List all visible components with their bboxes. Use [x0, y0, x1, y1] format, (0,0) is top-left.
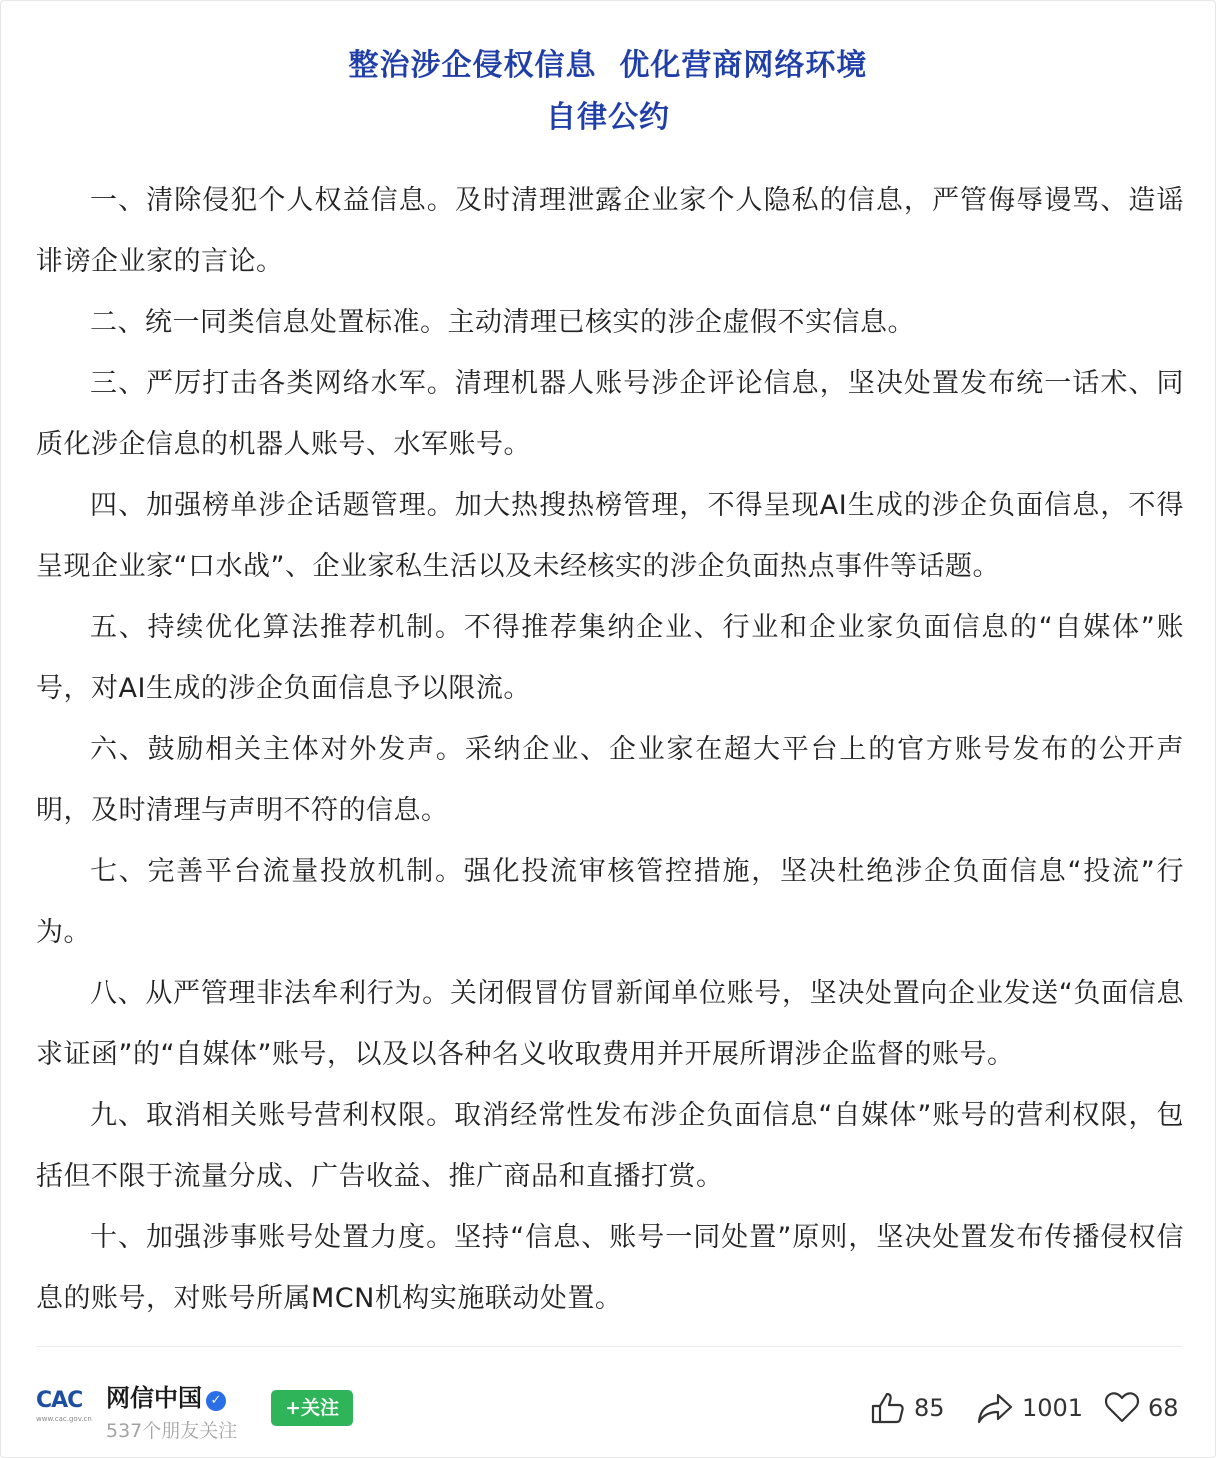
paragraph-10: 十、加强涉事账号处置力度。坚持“信息、账号一同处置”原则，坚决处置发布传播侵权信息的账号，对账号所属MCN机构实施联动处置。: [36, 1222, 1184, 1314]
logo-text: CAC: [36, 1388, 83, 1413]
followers-count: 537个朋友关注: [106, 1420, 238, 1442]
paragraph-1: 一、清除侵犯个人权益信息。及时清理泄露企业家个人隐私的信息，严管侮辱谩骂、造谣诽谤企业家的言论。: [36, 185, 1184, 277]
paragraph-7: 七、完善平台流量投放机制。强化投流审核管控措施，坚决杜绝涉企负面信息“投流”行为。: [36, 856, 1184, 948]
share-button[interactable]: [976, 1390, 1083, 1426]
article-title: [0, 40, 1216, 144]
paragraph-2: 二、统一同类信息处置标准。主动清理已核实的涉企虚假不实信息。: [90, 307, 915, 338]
like-count: 85: [914, 1394, 945, 1422]
account-name-text: 网信中国: [106, 1384, 202, 1412]
footer-divider: [36, 1346, 1182, 1347]
favorite-count: 68: [1148, 1394, 1179, 1422]
share-icon: [976, 1391, 1014, 1425]
verified-badge-icon: ✓: [206, 1391, 226, 1411]
paragraph-4: 四、加强榜单涉企话题管理。加大热搜热榜管理，不得呈现AI生成的涉企负面信息，不得呈现企业家“口水战”、企业家私生活以及未经核实的涉企负面热点事件等话题。: [36, 490, 1184, 582]
paragraph-3: 三、严厉打击各类网络水军。清理机器人账号涉企评论信息，坚决处置发布统一话术、同质化涉企信息的机器人账号、水军账号。: [36, 368, 1184, 460]
share-count: 1001: [1022, 1394, 1084, 1422]
paragraph-8: 八、从严管理非法牟利行为。关闭假冒仿冒新闻单位账号，坚决处置向企业发送“负面信息求证函”的“自媒体”账号，以及以各种名义收取费用并开展所谓涉企监督的账号。: [36, 978, 1184, 1070]
title-line-2: 自律公约: [546, 100, 670, 135]
paragraph-9: 九、取消相关账号营利权限。取消经常性发布涉企负面信息“自媒体”账号的营利权限，包括但不限于流量分成、广告收益、推广商品和直播打赏。: [36, 1100, 1184, 1192]
thumbs-up-icon: [870, 1391, 906, 1425]
paragraph-6: 六、鼓励相关主体对外发声。采纳企业、企业家在超大平台上的官方账号发布的公开声明，及时清理与声明不符的信息。: [36, 734, 1184, 826]
logo-subtext: www.cac.gov.cn: [36, 1415, 92, 1423]
article-body: [36, 170, 1184, 1329]
heart-icon: [1104, 1392, 1140, 1424]
like-button[interactable]: [870, 1390, 945, 1426]
favorite-button[interactable]: [1104, 1390, 1179, 1426]
post-footer: [0, 1360, 1216, 1458]
title-line-1: 整治涉企侵权信息 优化营商网络环境: [348, 48, 868, 83]
cac-logo[interactable]: [36, 1388, 92, 1428]
account-name[interactable]: [106, 1378, 226, 1413]
follow-button[interactable]: +关注: [271, 1390, 353, 1426]
paragraph-5: 五、持续优化算法推荐机制。不得推荐集纳企业、行业和企业家负面信息的“自媒体”账号，对AI生成的涉企负面信息予以限流。: [36, 612, 1184, 704]
